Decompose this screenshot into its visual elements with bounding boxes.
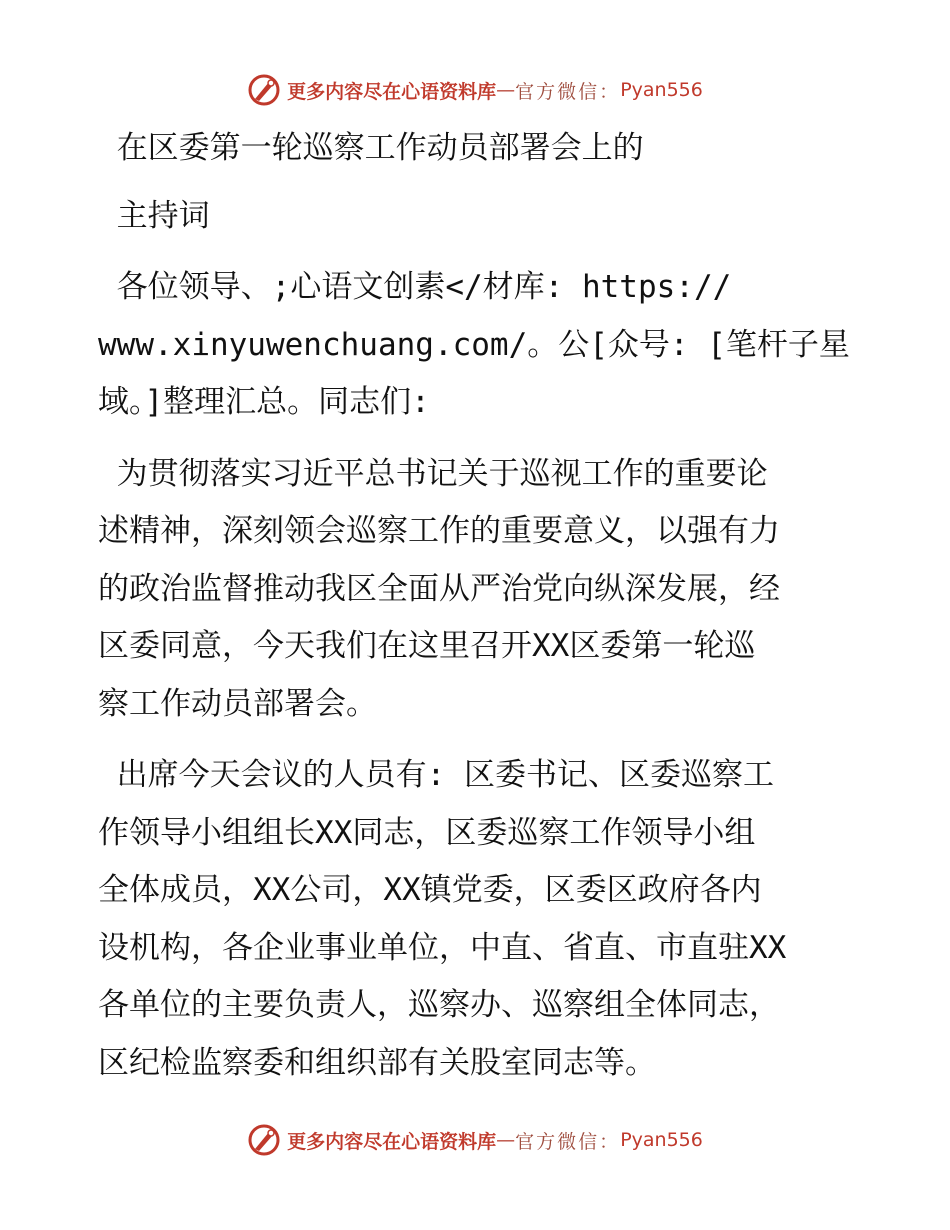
paragraph-line: 区纪检监察委和组织部有关股室同志等。 (98, 1044, 656, 1081)
paragraph-line: 出席今天会议的人员有: 区委书记、区委巡察工 (98, 757, 774, 793)
paragraph-line: 的政治监督推动我区全面从严治党向纵深发展，经 (98, 570, 780, 607)
banner-official-label: 官方微信： (515, 80, 621, 103)
document-subtitle (98, 188, 858, 246)
banner-wechat-handle: Pyan556 (620, 1129, 703, 1151)
paragraph-line: 全体成员，XX公司，XX镇党委，区委区政府各内 (98, 872, 762, 908)
paragraph-line: 察工作动员部署会。 (98, 685, 377, 722)
subtitle-line: 主持词 (98, 197, 210, 234)
purpose-paragraph (98, 446, 858, 734)
paragraph-line: 设机构，各企业事业单位，中直、省直、市直驻XX (98, 929, 787, 966)
banner-dash: — (496, 1129, 516, 1151)
banner-brand-text: 更多内容尽在心语资料库 (287, 80, 497, 103)
pen-logo-icon (247, 1123, 281, 1157)
paragraph-line: 为贯彻落实习近平总书记关于巡视工作的重要论 (98, 455, 768, 492)
banner-official-label: 官方微信： (515, 1130, 621, 1153)
pen-logo-icon (247, 73, 281, 107)
paragraph-line: 区委同意，今天我们在这里召开XX区委第一轮巡 (98, 628, 756, 664)
title-line: 在区委第一轮巡察工作动员部署会上的 (98, 130, 644, 166)
footer-watermark-banner (0, 1120, 950, 1160)
paragraph-line: www.xinyuwenchuang.com/。公[众号: [笔杆子星 (98, 326, 850, 363)
banner-wechat-handle: Pyan556 (620, 79, 703, 101)
paragraph-line: 作领导小组组长XX同志，区委巡察工作领导小组 (98, 814, 756, 851)
header-watermark-banner (0, 70, 950, 110)
paragraph-line: 各位领导、;心语文创素</材库: https:// (98, 269, 732, 305)
attendees-paragraph (98, 747, 858, 1092)
paragraph-line: 域。]整理汇总。同志们: (98, 384, 430, 420)
document-title (98, 120, 858, 178)
greeting-paragraph (98, 259, 858, 432)
banner-dash: — (496, 79, 516, 101)
document-body (98, 120, 858, 1106)
paragraph-line: 述精神，深刻领会巡察工作的重要意义，以强有力 (98, 513, 780, 549)
banner-brand-text: 更多内容尽在心语资料库 (287, 1130, 497, 1153)
paragraph-line: 各单位的主要负责人，巡察办、巡察组全体同志， (98, 987, 780, 1023)
